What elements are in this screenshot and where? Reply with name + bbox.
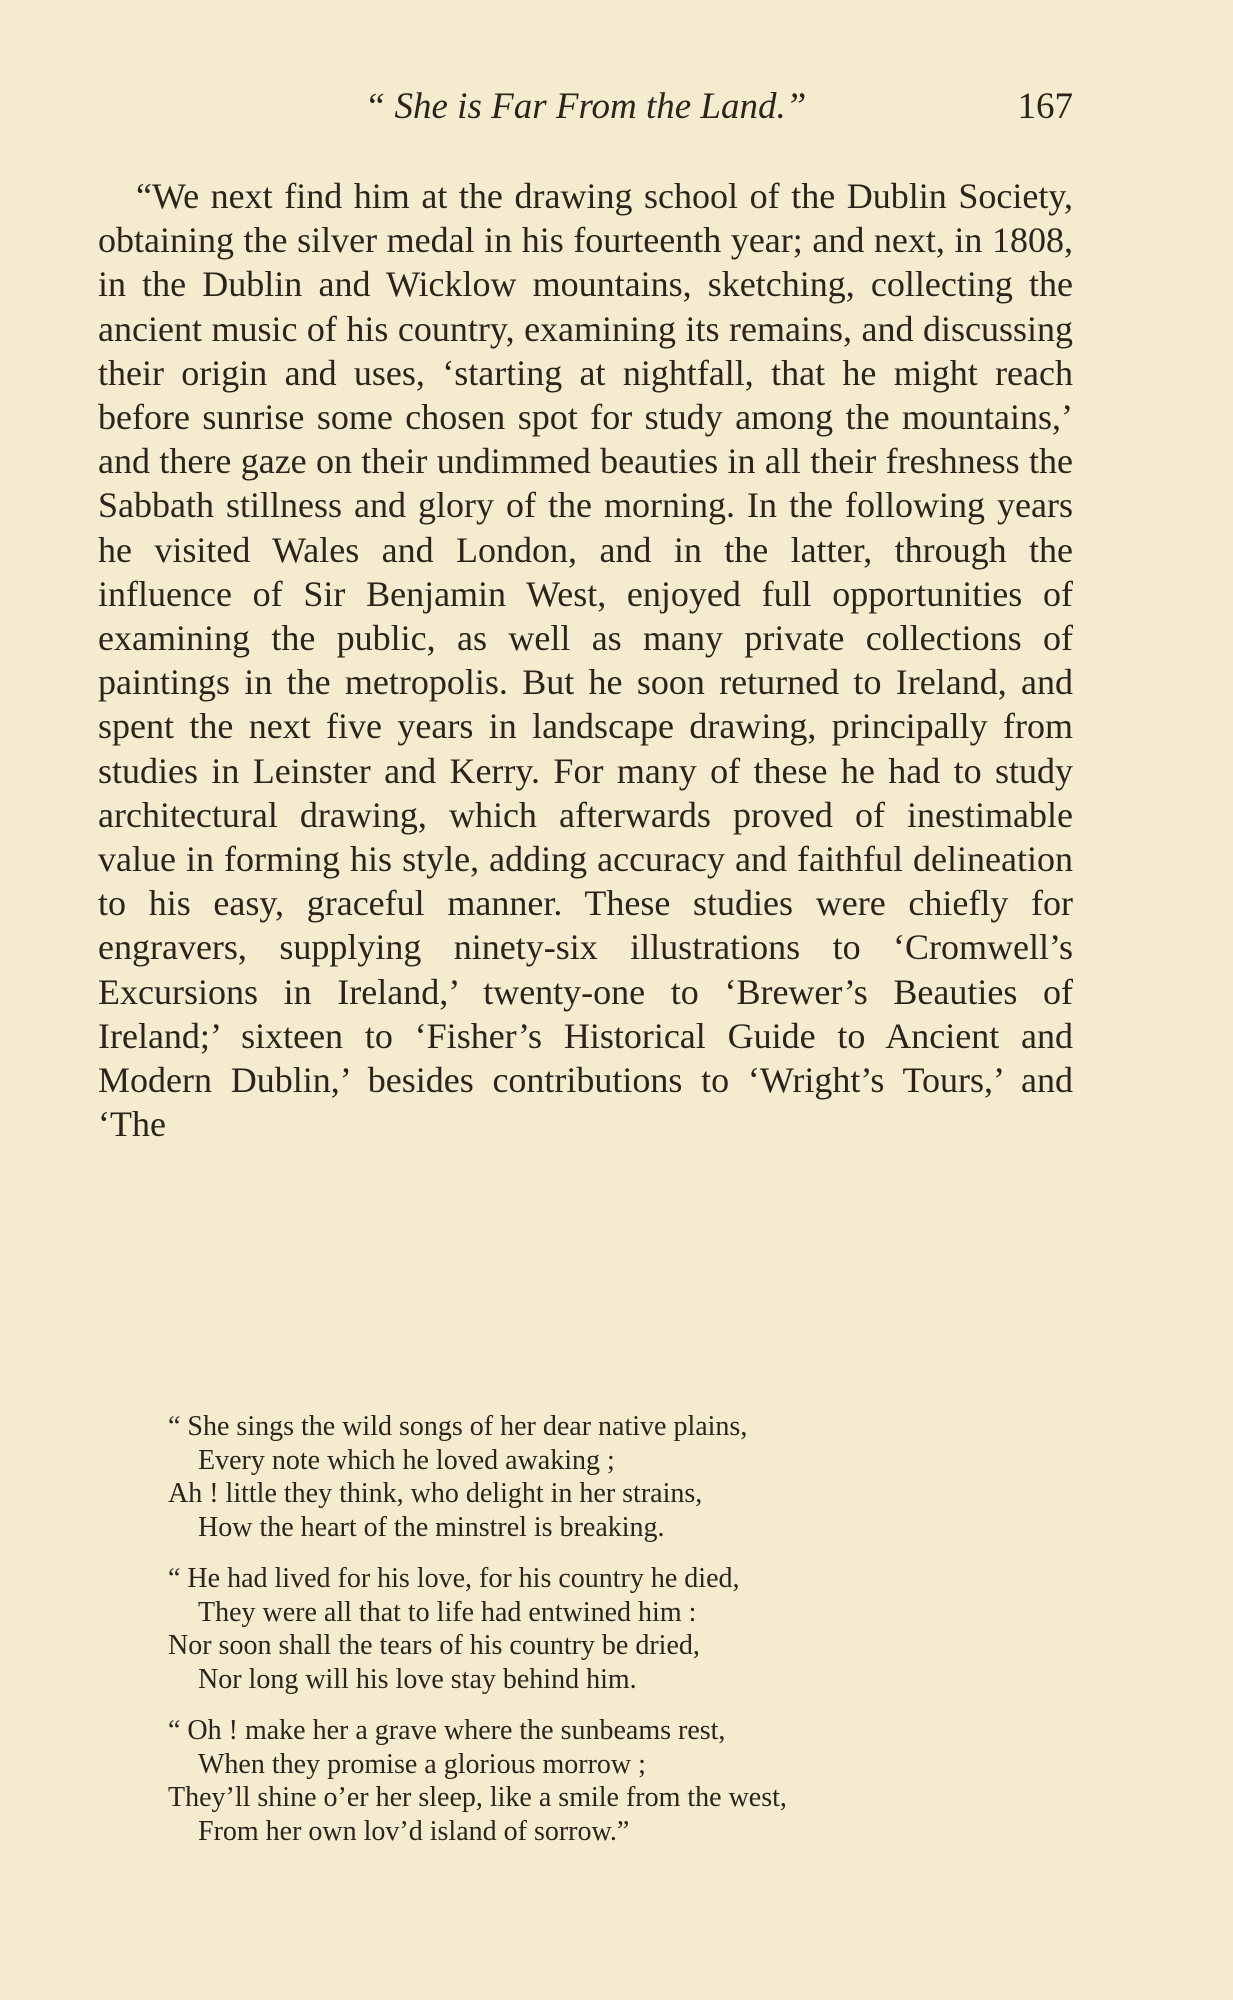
page-number: 167 (1017, 86, 1073, 127)
verse-line: When they promise a glorious morrow ; (198, 1748, 646, 1780)
poem (168, 1410, 1048, 1866)
verse-line: Nor soon shall the tears of his country be dried, (168, 1630, 700, 1661)
verse-line: They’ll shine o’er her sleep, like a smile from the west, (168, 1782, 787, 1813)
verse-line: Ah ! little they think, who delight in her strains, (168, 1478, 703, 1509)
verse-line: Every note which he loved awaking ; (198, 1444, 615, 1476)
verse-line: “ He had lived for his love, for his country he died, (168, 1563, 740, 1594)
stanza (168, 1410, 1048, 1544)
stanza (168, 1562, 1048, 1696)
verse-line: They were all that to life had entwined him : (198, 1596, 697, 1628)
stanza (168, 1714, 1048, 1848)
verse-line: Nor long will his love stay behind him. (198, 1663, 637, 1695)
verse-line: “ Oh ! make her a grave where the sunbeams rest, (168, 1715, 726, 1746)
verse-line: How the heart of the minstrel is breaking. (198, 1511, 665, 1543)
verse-line: From her own lov’d island of sorrow.” (198, 1815, 630, 1847)
verse-line: “ She sings the wild songs of her dear native plains, (168, 1411, 748, 1442)
body-paragraph: “We next find him at the drawing school of the Dublin Society, obtaining the silver medal in his fourteenth year; and next, in 1808, in the Dublin and Wicklow mountains, sketching, collecting the ancient music of his country, examining its remains, and discussing their origin and uses, ‘starting at nightfall, that he might reach before sunrise some chosen spot for study among the mountains,’ and there gaze on their undimmed beauties in all their freshness the Sabbath stillness and glory of the morning. In the following years he visited Wales and London, and in the latter, through the influence of Sir Benjamin West, enjoyed full opportunities of examining the public, as well as many private collections of paintings in the metropolis. But he soon returned to Ireland, and spent the next five years in landscape drawing, principally from studies in Leinster and Kerry. For many of these he had to study architectural drawing, which afterwards proved of inestimable value in forming his style, adding accuracy and faithful delineation to his easy, graceful manner. These studies were chiefly for engravers, supplying ninety-six illustrations to ‘Cromwell’s Excursions in Ireland,’ twenty-one to ‘Brewer’s Beauties of Ireland;’ sixteen to ‘Fisher’s Historical Guide to Ancient and Modern Dublin,’ besides contributions to ‘Wright’s Tours,’ and ‘The (98, 176, 1073, 1145)
running-head (98, 82, 1073, 132)
running-title: “ She is Far From the Land.” (364, 86, 807, 127)
